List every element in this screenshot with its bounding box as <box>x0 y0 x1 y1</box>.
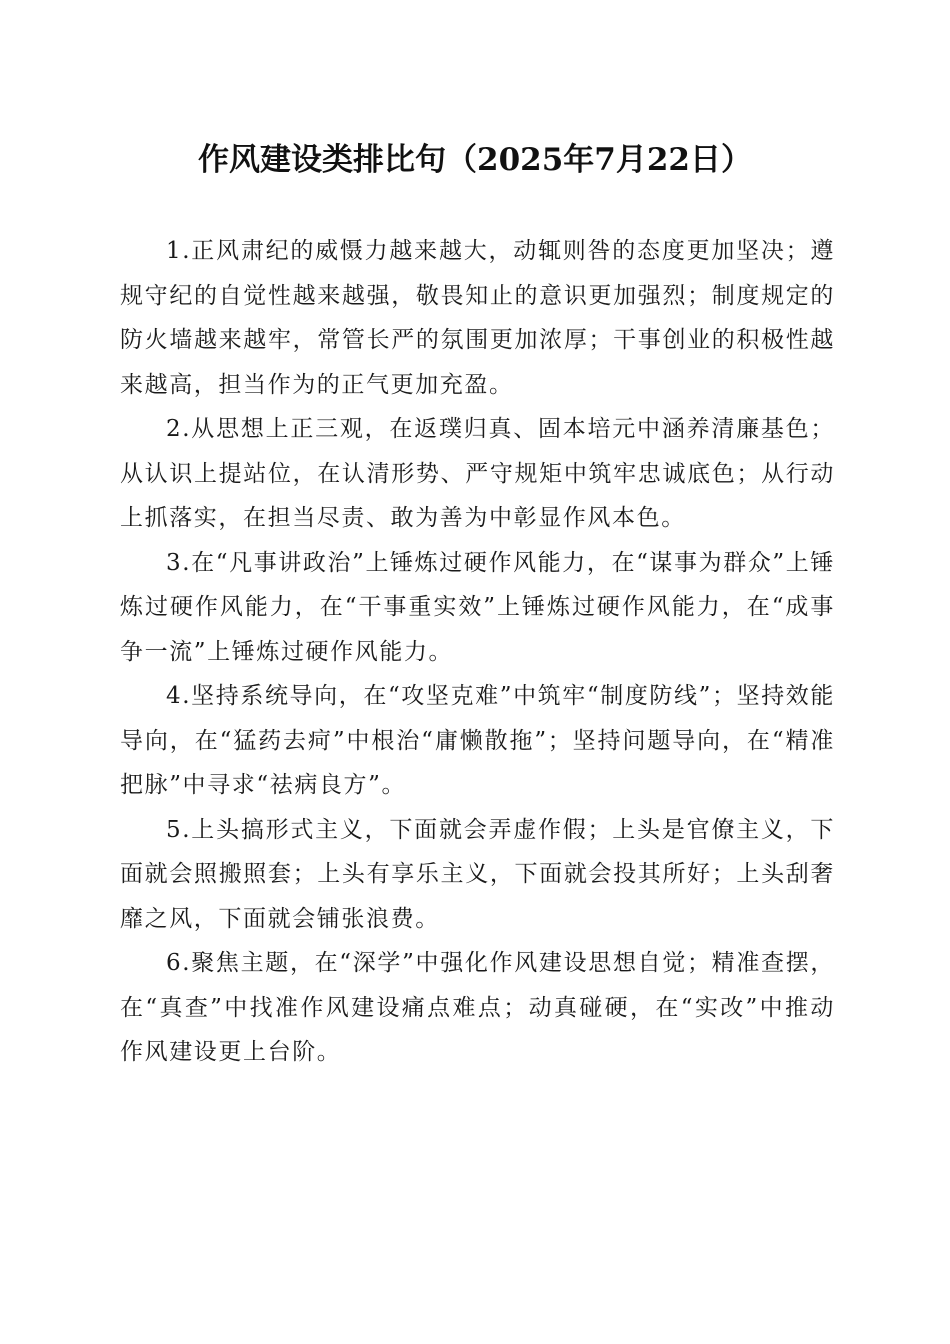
paragraph-1: 1.正风肃纪的威慑力越来越大，动辄则咎的态度更加坚决；遵规守纪的自觉性越来越强，敬畏知止的意识更加强烈；制度规定的防火墙越来越牢，常管长严的氛围更加浓厚；干事创业的积极性越来越高，担当作为的正气更加充盈。 <box>120 238 835 398</box>
paragraph-6: 6.聚焦主题，在“深学”中强化作风建设思想自觉；精准查摆，在“真查”中找准作风建设痛点难点；动真碰硬，在“实改”中推动作风建设更上台阶。 <box>120 950 835 1065</box>
document-title: 作风建设类排比句（2025年7月22日） <box>198 142 752 178</box>
paragraph-3: 3.在“凡事讲政治”上锤炼过硬作风能力，在“谋事为群众”上锤炼过硬作风能力，在“干事重实效”上锤炼过硬作风能力，在“成事争一流”上锤炼过硬作风能力。 <box>120 549 835 665</box>
document-body <box>120 229 835 1075</box>
paragraph-5: 5.上头搞形式主义，下面就会弄虚作假；上头是官僚主义，下面就会照搬照套；上头有享乐主义，下面就会投其所好；上头刮奢靡之风，下面就会铺张浪费。 <box>120 816 835 932</box>
paragraph-2: 2.从思想上正三观，在返璞归真、固本培元中涵养清廉基色；从认识上提站位，在认清形势、严守规矩中筑牢忠诚底色；从行动上抓落实，在担当尽责、敢为善为中彰显作风本色。 <box>120 416 835 531</box>
paragraph-4: 4.坚持系统导向，在“攻坚克难”中筑牢“制度防线”；坚持效能导向，在“猛药去疴”中根治“庸懒散拖”；坚持问题导向，在“精准把脉”中寻求“祛病良方”。 <box>120 683 835 798</box>
